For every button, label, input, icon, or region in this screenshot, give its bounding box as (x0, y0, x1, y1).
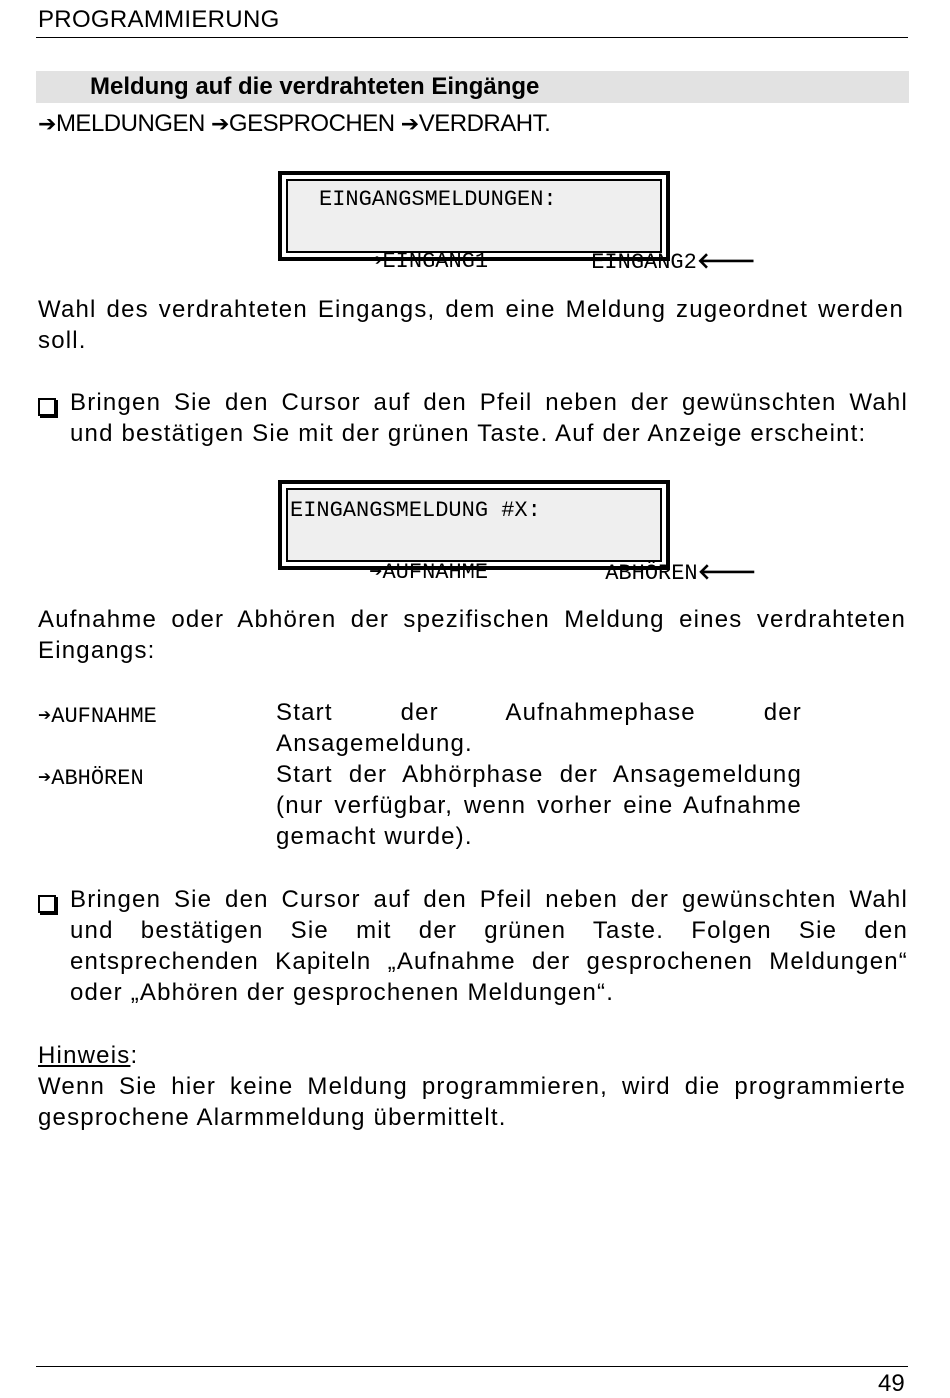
arrow-right-icon: ➔ (369, 249, 383, 274)
arrow-right-icon: ➔ (369, 560, 383, 585)
note-label (38, 1040, 138, 1071)
option-abhoeren-text: ABHÖREN (51, 766, 144, 791)
paragraph-wahl: Wahl des verdrahteten Eingangs, dem eine Meldung zugeordnet werden soll. (38, 296, 904, 354)
lcd-display-eingangsmeldung-x (278, 480, 757, 586)
paragraph-aufnahme-abhoeren: Aufnahme oder Abhören der spezifischen Meldung eines verdrahteten Eingangs: (38, 606, 906, 664)
note-label-text: Hinweis (38, 1042, 131, 1069)
lcd-display-eingangsmeldungen (278, 171, 756, 275)
lcd-line-title: EINGANGSMELDUNGEN: (319, 187, 557, 212)
arrow-right-icon: ➔ (38, 704, 52, 729)
checkbox-bullet-icon (38, 895, 56, 913)
menu-path (38, 110, 550, 138)
lcd-line-options-right (512, 223, 756, 300)
footer-divider (36, 1366, 908, 1367)
arrow-right-icon: ➔ (38, 111, 56, 136)
option-label-aufnahme (38, 703, 157, 729)
arrow-left-icon: 🡐 (697, 561, 757, 586)
lcd-line-title: EINGANGSMELDUNG #X: (290, 498, 541, 523)
lcd-line-options (290, 534, 488, 610)
path-item-gesprochen: GESPROCHEN (228, 110, 395, 137)
bullet-instruction-1: Bringen Sie den Cursor auf den Pfeil neben der gewünschten Wahl und bestätigen Sie mit der grünen Taste. Auf der Anzeige erscheint: (70, 389, 908, 447)
lcd-screen (286, 179, 756, 275)
lcd-option-aufnahme: AUFNAHME (382, 560, 489, 585)
section-title: Meldung auf die verdrahteten Eingänge (90, 73, 540, 100)
arrow-right-icon: ➔ (38, 766, 52, 791)
option-desc-aufnahme: Start der Aufnahmephase der Ansagemeldung. (276, 699, 802, 757)
header-divider (36, 37, 908, 38)
lcd-option-eingang2: EINGANG2 (591, 250, 697, 275)
option-label-abhoeren (38, 765, 144, 791)
lcd-screen (286, 488, 757, 586)
lcd-option-eingang1: EINGANG1 (382, 249, 489, 274)
lcd-line-options-right (526, 534, 757, 611)
arrow-left-icon: 🡐 (696, 250, 756, 275)
note-text: Wenn Sie hier keine Meldung programmieren, wird die programmierte gesprochene Alarmmeldung übermittelt. (38, 1073, 906, 1131)
note-label-colon: : (130, 1042, 139, 1069)
lcd-line-options (290, 223, 488, 299)
bullet-instruction-2: Bringen Sie den Cursor auf den Pfeil neben der gewünschten Wahl und bestätigen Sie mit der grünen Taste. Folgen Sie den entsprechenden Kapiteln „Aufnahme der gesprochenen Meldungen“ oder „Abhören der gesprochenen Meldungen“. (70, 886, 908, 1006)
arrow-right-icon: ➔ (400, 111, 419, 136)
path-item-verdraht: VERDRAHT. (418, 110, 551, 137)
checkbox-bullet-icon (38, 398, 56, 416)
option-desc-abhoeren: Start der Abhörphase der Ansagemeldung (nur verfügbar, wenn vorher eine Aufnahme gemacht wurde). (276, 761, 802, 850)
lcd-option-abhoeren: ABHÖREN (605, 561, 698, 586)
path-item-meldungen: MELDUNGEN (55, 110, 205, 137)
arrow-right-icon: ➔ (210, 111, 229, 136)
page-number: 49 (878, 1370, 905, 1397)
page-header: PROGRAMMIERUNG (38, 6, 280, 33)
option-aufnahme-text: AUFNAHME (51, 704, 157, 729)
